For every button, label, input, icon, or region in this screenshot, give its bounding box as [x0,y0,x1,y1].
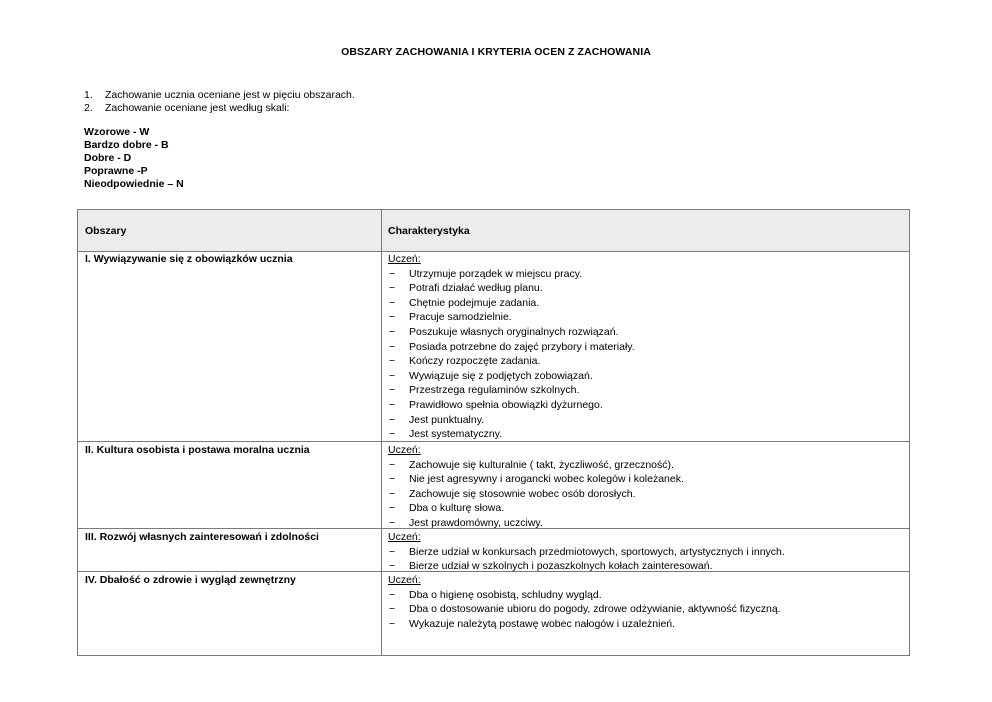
header-areas: Obszary [85,225,127,237]
row-characteristic [388,530,785,574]
dash-bullet: − [389,296,396,309]
intro-item-text: Zachowanie oceniane jest według skali: [105,102,290,114]
row-lead: Uczeń: [388,531,421,543]
row-characteristic [388,443,684,531]
list-item-text: Nie jest agresywny i arogancki wobec kolegów i koleżanek. [409,473,684,486]
list-item-text: Chętnie podejmuje zadania. [409,296,540,309]
list-item [388,617,781,632]
dash-bullet: − [389,560,396,573]
list-item-text: Dba o higienę osobistą, schludny wygląd. [409,588,602,601]
intro-item [84,89,355,102]
list-item-text: Bierze udział w konkursach przedmiotowych, sportowych, artystycznych i innych. [409,545,785,558]
criteria-list [388,458,684,531]
list-item-text: Przestrzega regulaminów szkolnych. [409,384,580,397]
list-item [388,383,635,398]
scale-item: Bardzo dobre - B [84,139,169,151]
table-row [78,441,909,529]
list-item [388,472,684,487]
list-item-text: Dba o dostosowanie ubioru do pogody, zdrowe odżywianie, aktywność fizyczną. [409,603,781,616]
dash-bullet: − [389,545,396,558]
dash-bullet: − [389,340,396,353]
list-item-text: Posiada potrzebne do zajęć przybory i materiały. [409,340,635,353]
dash-bullet: − [389,398,396,411]
intro-item-text: Zachowanie ucznia oceniane jest w pięciu obszarach. [105,89,355,101]
list-item-text: Utrzymuje porządek w miejscu pracy. [409,267,583,280]
row-area: I. Wywiązywanie się z obowiązków ucznia [85,253,293,265]
criteria-list [388,545,785,574]
header-characteristic: Charakterystyka [388,225,470,237]
table-row [78,251,909,441]
list-item-text: Zachowuje się stosownie wobec osób dorosłych. [409,487,636,500]
list-item [388,281,635,296]
list-item [388,398,635,413]
table-header [78,210,909,252]
list-item [388,501,684,516]
dash-bullet: − [389,428,396,441]
dash-bullet: − [389,588,396,601]
list-item-text: Zachowuje się kulturalnie ( takt, życzliwość, grzeczność). [409,458,674,471]
criteria-table [77,209,910,656]
list-item-text: Bierze udział w szkolnych i pozaszkolnych kołach zainteresowań. [409,560,713,573]
dash-bullet: − [389,413,396,426]
list-item-text: Jest prawdomówny, uczciwy. [409,516,543,529]
row-area: II. Kultura osobista i postawa moralna ucznia [85,444,310,456]
intro-item-number: 2. [84,102,93,114]
row-area: IV. Dbałość o zdrowie i wygląd zewnętrzny [85,574,296,586]
dash-bullet: − [389,384,396,397]
row-lead: Uczeń: [388,444,421,456]
scale-item: Poprawne -P [84,165,148,177]
list-item [388,588,781,603]
criteria-list [388,588,781,632]
list-item [388,325,635,340]
list-item-text: Pracuje samodzielnie. [409,311,512,324]
list-item-text: Dba o kulturę słowa. [409,502,505,515]
list-item-text: Poszukuje własnych oryginalnych rozwiązań. [409,325,619,338]
list-item-text: Wywiązuje się z podjętych zobowiązań. [409,369,593,382]
list-item [388,340,635,355]
scale-item: Nieodpowiednie – N [84,178,184,190]
intro-item-number: 1. [84,89,93,101]
dash-bullet: − [389,325,396,338]
list-item-text: Kończy rozpoczęte zadania. [409,355,541,368]
list-item-text: Wykazuje należytą postawę wobec nałogów i uzależnień. [409,617,676,630]
column-divider [381,210,382,655]
list-item-text: Potrafi działać według planu. [409,282,543,295]
list-item [388,545,785,560]
dash-bullet: − [389,458,396,471]
dash-bullet: − [389,516,396,529]
dash-bullet: − [389,282,396,295]
list-item-text: Prawidłowo spełnia obowiązki dyżurnego. [409,398,603,411]
list-item [388,354,635,369]
scale-item: Wzorowe - W [84,126,150,138]
list-item [388,413,635,428]
table-row [78,528,909,572]
row-lead: Uczeń: [388,574,421,586]
list-item [388,458,684,473]
dash-bullet: − [389,311,396,324]
list-item-text: Jest systematyczny. [409,428,503,441]
list-item [388,369,635,384]
dash-bullet: − [389,487,396,500]
intro-item [84,102,355,115]
dash-bullet: − [389,355,396,368]
scale-item: Dobre - D [84,152,132,164]
list-item-text: Jest punktualny. [409,413,485,426]
grading-scale [84,126,184,191]
row-characteristic [388,573,781,631]
row-area: III. Rozwój własnych zainteresowań i zdolności [85,531,319,543]
list-item [388,487,684,502]
row-characteristic [388,252,635,442]
list-item [388,267,635,282]
list-item [388,296,635,311]
dash-bullet: − [389,369,396,382]
list-item [388,602,781,617]
document-title: OBSZARY ZACHOWANIA I KRYTERIA OCEN Z ZACHOWANIA [341,46,651,58]
dash-bullet: − [389,267,396,280]
intro-list [84,89,355,115]
dash-bullet: − [389,502,396,515]
list-item [388,310,635,325]
table-row [78,571,909,655]
dash-bullet: − [389,603,396,616]
row-lead: Uczeń: [388,253,421,265]
list-item [388,427,635,442]
criteria-list [388,267,635,442]
dash-bullet: − [389,473,396,486]
dash-bullet: − [389,617,396,630]
